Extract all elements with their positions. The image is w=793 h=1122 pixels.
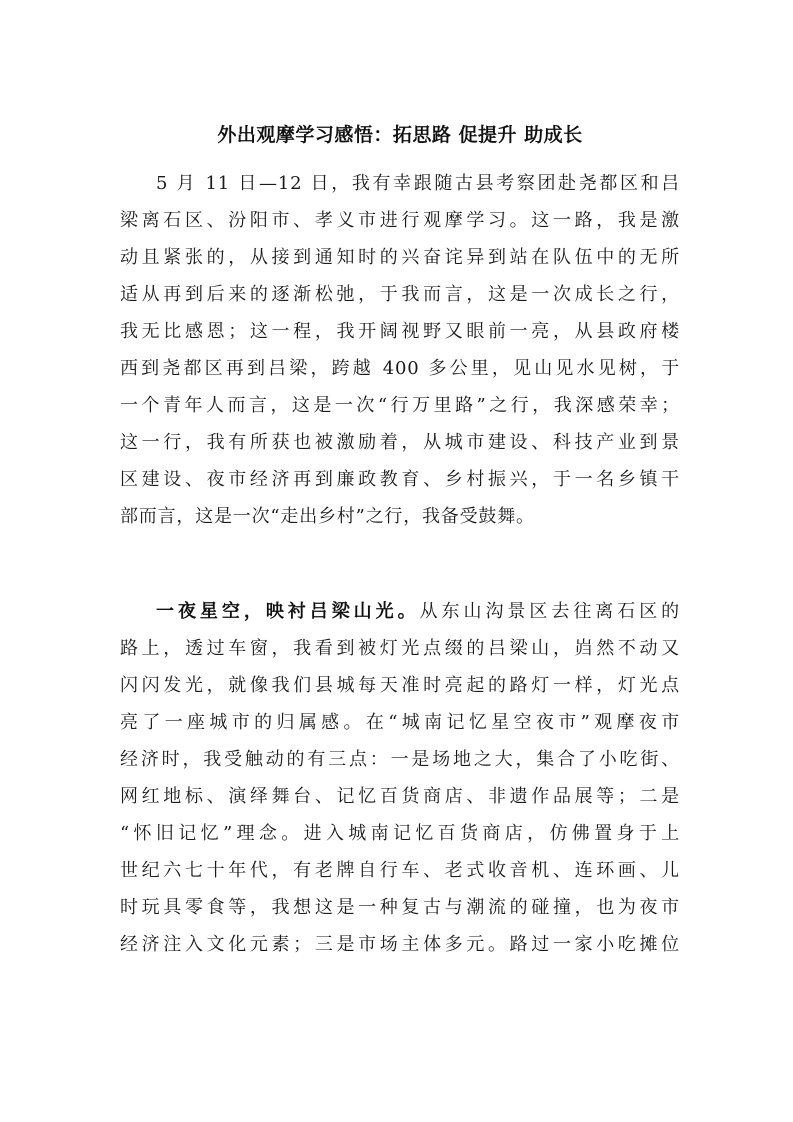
paragraph-1-line: 5 月 11 日—12 日，我有幸跟随古县考察团赴尧都区和吕 — [156, 173, 680, 194]
paragraph-2-first-line-text: 从东山沟景区去往离石区的 — [419, 601, 680, 622]
paragraph-1-line: 适从再到后来的逐渐松弛，于我而言，这是一次成长之行， — [120, 284, 680, 305]
paragraph-1-line: 梁离石区、汾阳市、孝义市进行观摩学习。这一路，我是激 — [120, 210, 680, 231]
paragraph-1-line: 动且紧张的，从接到通知时的兴奋诧异到站在队伍中的无所 — [120, 247, 680, 268]
paragraph-2-line: 经济注入文化元素；三是市场主体多元。路过一家小吃摊位 — [120, 934, 680, 955]
paragraph-2-line: 经济时，我受触动的有三点：一是场地之大，集合了小吃街、 — [120, 749, 680, 770]
paragraph-1-line: 我无比感恩；这一程，我开阔视野又眼前一亮，从县政府楼 — [120, 321, 680, 342]
paragraph-2-line: “怀旧记忆”理念。进入城南记忆百货商店，仿佛置身于上 — [120, 823, 680, 844]
paragraph-2-line: 闪闪发光，就像我们县城每天准时亮起的路灯一样，灯光点 — [120, 675, 680, 696]
paragraph-1-line: 这一行，我有所获也被激励着，从城市建设、科技产业到景 — [120, 432, 680, 453]
paragraph-1-line: 西到尧都区再到吕梁，跨越 400 多公里，见山见水见树，于 — [120, 358, 680, 379]
paragraph-2-line: 网红地标、演绎舞台、记忆百货商店、非遗作品展等；二是 — [120, 786, 680, 807]
paragraph-2-line: 时玩具零食等，我想这是一种复古与潮流的碰撞，也为夜市 — [120, 897, 680, 918]
paragraph-1-line: 一个青年人而言，这是一次“行万里路”之行，我深感荣幸； — [120, 395, 680, 416]
paragraph-2-heading: 一夜星空，映衬吕梁山光。 — [156, 601, 420, 622]
paragraph-1-line: 部而言，这是一次“走出乡村”之行，我备受鼓舞。 — [120, 506, 535, 527]
paragraph-2-first-line — [156, 596, 680, 628]
paragraph-2-line: 亮了一座城市的归属感。在“城南记忆星空夜市”观摩夜市 — [120, 712, 680, 733]
paragraph-2-line: 世纪六七十年代，有老牌自行车、老式收音机、连环画、儿 — [120, 860, 680, 881]
document-title: 外出观摩学习感悟：拓思路 促提升 助成长 — [217, 124, 583, 146]
paragraph-2-line: 路上，透过车窗，我看到被灯光点缀的吕梁山，岿然不动又 — [120, 638, 680, 659]
paragraph-1-line: 区建设、夜市经济再到廉政教育、乡村振兴，于一名乡镇干 — [120, 469, 680, 490]
